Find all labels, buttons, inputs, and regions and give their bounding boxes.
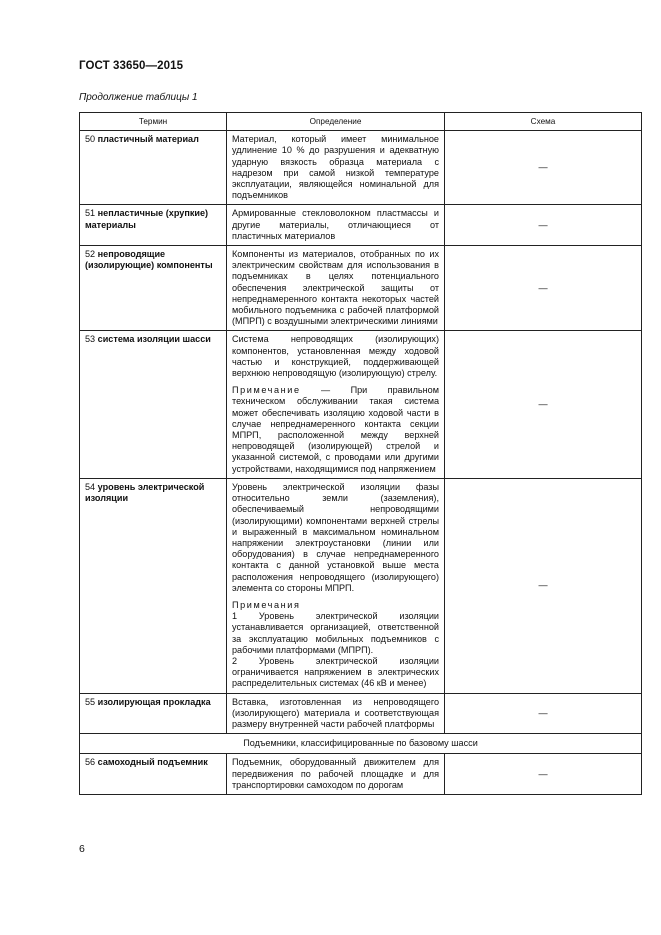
table-row (80, 205, 642, 246)
term-name: уровень электрической изоляции (85, 481, 205, 504)
term-cell (80, 205, 227, 246)
scheme-cell: — (445, 754, 642, 795)
notes-label: Примечания (232, 599, 301, 610)
table-header-row (80, 113, 642, 131)
scheme-cell: — (445, 331, 642, 478)
table-row (80, 754, 642, 795)
table-row (80, 131, 642, 205)
note-text: — При правильном техническом обслуживании такая система может обеспечивать изоляцию ходовой части в случае непреднамеренного контакта секции МПРП, расположенной между верхней непроводящей (изолирующей) стрелой и указанной системой, с проводами или другими устройствами, находящимися под напряжением (232, 385, 439, 474)
definition-text: Вставка, изготовленная из непроводящего (изолирующего) материала и соответствующая размеру внутренней части рабочей платформы (232, 696, 439, 729)
definition-text: Система непроводящих (изолирующих) компонентов, установленная между ходовой частью и конструкцией, поддерживающей верхнюю непроводящую (изолирующую) стрелу. (232, 334, 439, 379)
definition-cell (227, 246, 445, 331)
term-name: изолирующая прокладка (97, 696, 211, 707)
definition-text: Уровень электрической изоляции фазы относительно земли (заземления), обеспечиваемый непроводящими (изолирующими) компонентами верхней стрелы и выраженный в максимальном номинальном напряжении электроустановки (линии или оборудования) в случае непреднамеренного контакта с данной установкой выше места расположения непроводящего (изолирующего) элемента со стороны МПРП. (232, 481, 439, 593)
definition-cell (227, 478, 445, 693)
term-name: система изоляции шасси (97, 334, 211, 345)
page-number: 6 (79, 843, 85, 855)
term-number: 51 (85, 208, 96, 219)
column-header-term: Термин (80, 113, 227, 131)
table-row (80, 478, 642, 693)
term-cell (80, 693, 227, 734)
definition-cell (227, 131, 445, 205)
scheme-cell: — (445, 693, 642, 734)
definition-cell (227, 331, 445, 478)
section-heading: Подъемники, классифицированные по базовому шасси (80, 734, 642, 754)
section-row (80, 734, 642, 754)
term-cell (80, 754, 227, 795)
scheme-cell: — (445, 478, 642, 693)
table-row (80, 693, 642, 734)
definition-cell (227, 754, 445, 795)
note-label: Примечание (232, 385, 301, 396)
term-name: непластичные (хрупкие) материалы (85, 208, 209, 230)
table-caption: Продолжение таблицы 1 (79, 92, 198, 103)
scheme-cell: — (445, 205, 642, 246)
term-number: 50 (85, 134, 96, 145)
page-header-standard: ГОСТ 33650—2015 (79, 60, 184, 72)
table-row (80, 246, 642, 331)
term-cell (80, 331, 227, 478)
term-name: самоходный подъемник (97, 757, 208, 768)
scheme-cell: — (445, 131, 642, 205)
term-name: непроводящие (изолирующие) компоненты (85, 249, 213, 271)
column-header-definition: Определение (227, 113, 445, 131)
note-2: 2 Уровень электрической изоляции ограничивается напряжением в электрических распределительных системах (46 кВ и менее) (232, 655, 439, 689)
definition-text: Армированные стекловолокном пластмассы и другие материалы, отличающиеся от пластичных материалов (232, 208, 439, 241)
definition-cell (227, 205, 445, 246)
term-number: 56 (85, 757, 96, 768)
term-cell (80, 131, 227, 205)
note (232, 385, 439, 475)
term-number: 53 (85, 334, 96, 345)
definition-text: Материал, который имеет минимальное удлинение 10 % до разрушения и адекватную ударную вязкость образца материала с надрезом при самой низкой температуре эксплуатации, являющейся номинальной для подъемников (232, 134, 439, 201)
term-number: 55 (85, 696, 96, 707)
term-name: пластичный материал (97, 134, 199, 145)
note-1: 1 Уровень электрической изоляции устанавливается организацией, ответственной за эксплуатацию мобильных подъемников с рабочими платформами (МПРП). (232, 611, 439, 655)
term-number: 54 (85, 481, 96, 492)
column-header-scheme: Схема (445, 113, 642, 131)
table-row (80, 331, 642, 478)
definition-text: Компоненты из материалов, отобранных по их электрическим свойствам для использования в подъемниках в целях потенциального обеспечения электрической защиты от непреднамеренного контакта некоторых частей мобильного подъемника с рабочей платформой (МПРП) с воздушными электрическими линиями (232, 249, 439, 327)
scheme-cell: — (445, 246, 642, 331)
definition-cell (227, 693, 445, 734)
definition-text: Подъемник, оборудованный движителем для передвижения по рабочей площадке и для транспортировки самоходом по дорогам (232, 757, 439, 790)
terms-table (79, 112, 642, 795)
term-cell (80, 478, 227, 693)
term-number: 52 (85, 249, 96, 260)
term-cell (80, 246, 227, 331)
